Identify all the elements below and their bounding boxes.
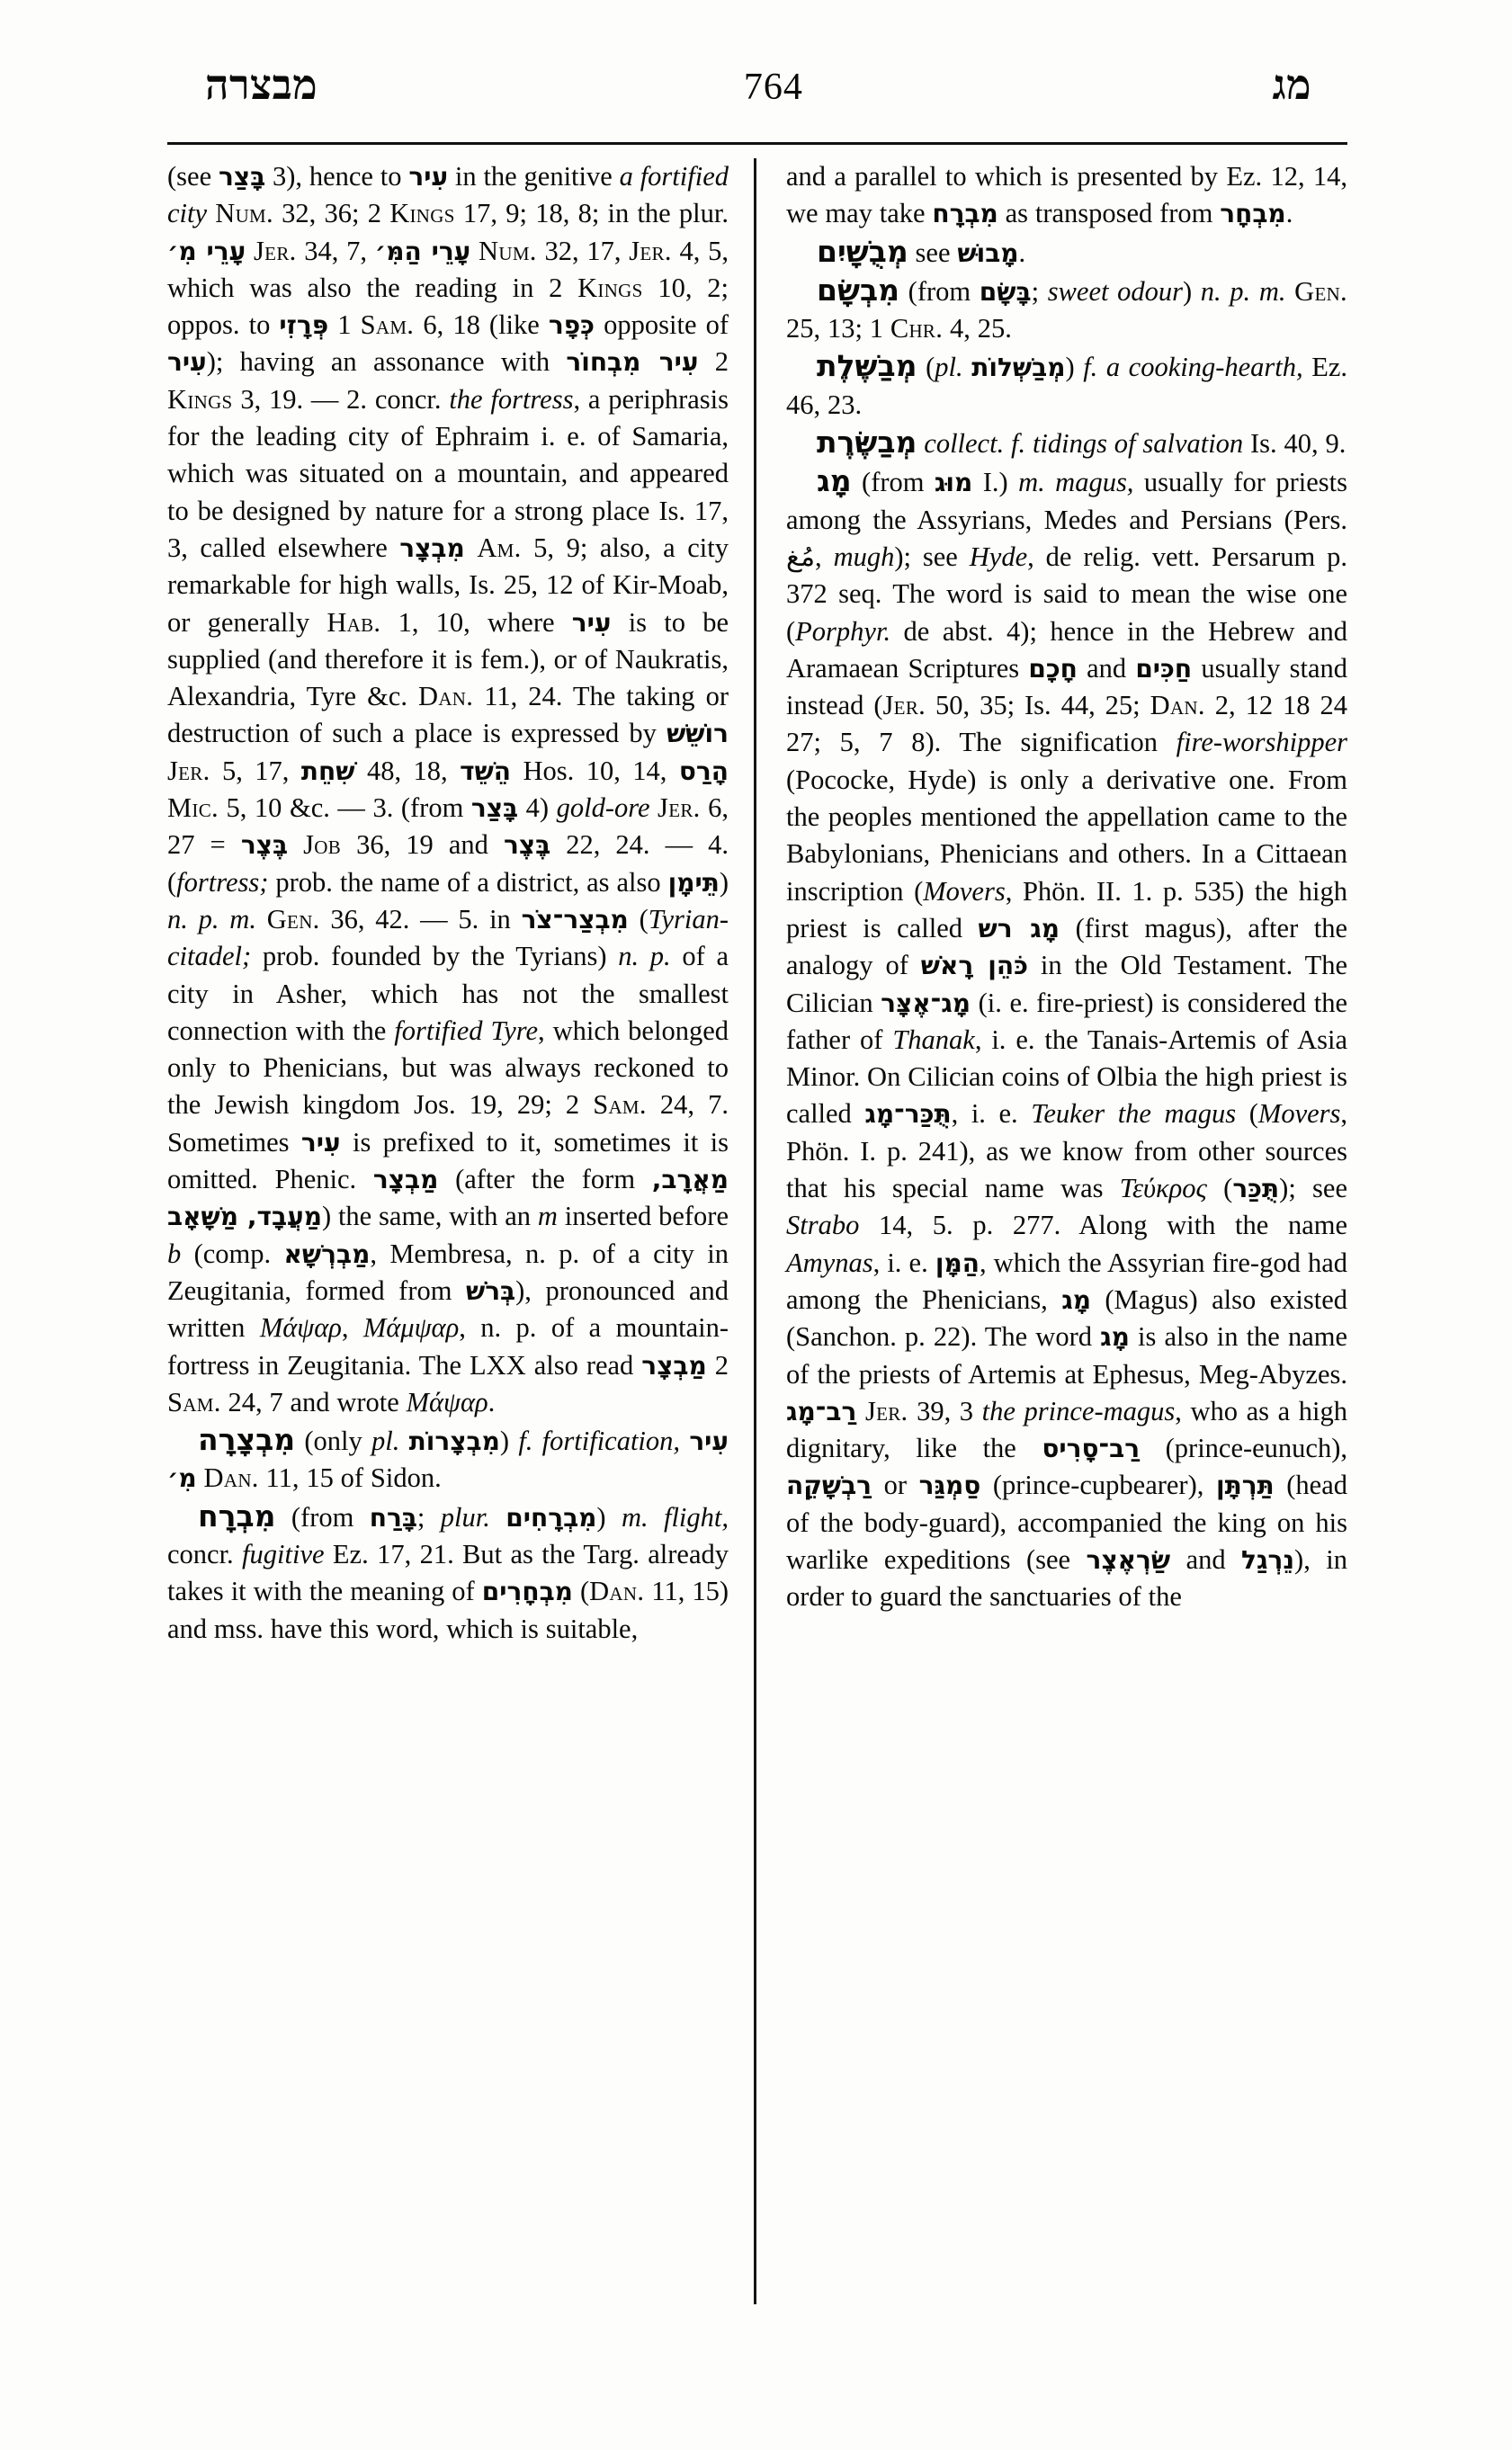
body-text: 3, 19. — 2. concr. <box>232 383 450 415</box>
gloss-italic: fugitive <box>242 1538 325 1569</box>
gloss-italic: f. fortification, <box>518 1426 681 1457</box>
hebrew-word: תֻּכַּר־מָג <box>864 1099 952 1130</box>
body-text: 50, 35; Is. 44, 25; <box>926 690 1150 721</box>
scripture-abbrev: Num. <box>215 198 273 229</box>
body-text: 10, 2; oppos. to <box>167 272 729 341</box>
hebrew-word: חַכִּים <box>1135 653 1193 684</box>
body-text <box>856 1396 865 1426</box>
page-number: 764 <box>743 67 803 108</box>
body-text: and <box>1077 652 1136 684</box>
body-text: de abst. 4); hence in the Hebrew and Aramaean Scriptures <box>786 615 1347 684</box>
hebrew-word: מַבְצָר <box>372 1165 439 1195</box>
body-text: , <box>341 1312 363 1344</box>
body-text: ( <box>1236 1098 1258 1130</box>
body-text: 32, 36; 2 <box>273 198 390 229</box>
body-text: Ez. 17, 21. But as the Targ. already takes it with the meaning of <box>167 1538 729 1607</box>
body-text: I.) <box>972 467 1019 498</box>
gloss-italic: a fortified city <box>167 161 729 229</box>
body-text: 4, 5, which was also the reading in 2 <box>167 235 729 303</box>
entry-paragraph <box>786 272 1347 348</box>
body-text: (head of the body-guard), accompanied the king on his warlike expeditions (see <box>786 1470 1347 1575</box>
body-text: Hos. 10, 14, <box>511 755 679 786</box>
gloss-italic: Strabo <box>786 1210 860 1241</box>
entry-paragraph <box>786 158 1347 233</box>
hebrew-word: תֻּכַּר <box>1232 1174 1280 1204</box>
body-text <box>490 1502 505 1533</box>
gloss-italic: n. p. m. <box>1200 275 1286 307</box>
gloss-italic: mugh <box>833 541 895 572</box>
body-text: 2, 12 18 24 27; 5, 7 8). The signification <box>786 690 1347 758</box>
gloss-italic: gold-ore <box>556 792 650 824</box>
body-text: 34, 7, <box>296 235 375 266</box>
hebrew-word: מְבַשְּׁלוֹת <box>971 353 1066 383</box>
body-text <box>470 236 479 266</box>
scripture-abbrev: Gen. <box>1294 275 1347 307</box>
hebrew-word: מִבְצָרָה <box>198 1422 296 1458</box>
hebrew-word: מִבְרָחִים <box>505 1502 597 1533</box>
hebrew-word: נֵרְגַל <box>1241 1544 1295 1575</box>
body-text: (Pococke, Hyde) is only a derivative one. From the peoples mentioned the appellation came to the Babylonians, Phenicians and others. In a Cittaean inscription ( <box>786 764 1347 907</box>
scripture-abbrev: Sam. <box>360 309 415 341</box>
gloss-italic: the prince-magus <box>981 1395 1176 1426</box>
body-text: 5, 10 &c. — 3. (from <box>218 792 471 824</box>
body-text: (i. e. fire-priest) is considered the father of <box>786 987 1348 1055</box>
scripture-abbrev: Dan. <box>203 1462 259 1494</box>
hebrew-word: מִבְחָר <box>1220 199 1286 229</box>
body-text: and a parallel to which is presented by Ez. 12, 14, we may take <box>786 161 1347 229</box>
body-text: (from <box>899 275 980 307</box>
body-text: 4, 25. <box>943 313 1012 344</box>
hebrew-word: בֶּצֶר <box>240 830 289 861</box>
hebrew-word: מִבְשָׂם <box>817 272 900 308</box>
gloss-italic: m. flight, <box>621 1501 729 1533</box>
gloss-italic: Hyde <box>969 541 1028 572</box>
hebrew-word: הָרַס <box>678 756 729 786</box>
body-text: prob. the name of a district, as also <box>268 866 668 898</box>
scripture-abbrev: Dan. <box>1150 690 1205 721</box>
gloss-italic: plur. <box>440 1501 490 1533</box>
body-text: 22, 24. — 4. ( <box>167 829 729 898</box>
body-text: , i. e. <box>872 1247 935 1278</box>
scripture-abbrev: Jer. <box>864 1395 908 1426</box>
body-text: ); having an assonance with <box>206 346 567 378</box>
body-text: ); see <box>894 541 970 572</box>
body-text: 1 <box>328 309 361 341</box>
entry-paragraph <box>167 158 729 1421</box>
entry-paragraph <box>167 1421 729 1498</box>
running-head-right-catchword: מג <box>1272 62 1311 108</box>
body-text: as transposed from <box>998 198 1221 229</box>
gloss-italic: n. p. <box>618 941 671 972</box>
gloss-italic: pl. <box>935 352 963 383</box>
hebrew-word: מִבְצָרוֹת <box>408 1426 500 1457</box>
body-text: 4) <box>518 792 557 824</box>
scripture-abbrev: Jer. <box>167 755 210 786</box>
scripture-abbrev: Jer. <box>629 235 672 266</box>
text-body <box>167 158 1347 2335</box>
hebrew-word: כֹּהֵן רָאֹשׁ <box>920 951 1028 981</box>
body-text: 5, 17, <box>210 755 301 786</box>
gloss-italic: m <box>537 1201 558 1232</box>
body-text: 6, 27 = <box>167 792 729 861</box>
body-text: inserted before <box>557 1201 729 1232</box>
hebrew-word: רַב־סָרִיס <box>1042 1434 1141 1464</box>
greek-word: Τεύκρος <box>1119 1173 1207 1204</box>
body-text: 32, 17, <box>536 235 630 266</box>
gloss-italic: b <box>167 1238 182 1269</box>
body-text: in the Old Testament. The Cilician <box>786 950 1347 1018</box>
hebrew-word: מִבְחָרִים <box>481 1577 573 1607</box>
gloss-italic: Movers <box>1257 1098 1341 1130</box>
body-text: 36, 19 and <box>341 829 504 861</box>
body-text: see <box>908 237 958 268</box>
body-text: ) the same, with an <box>321 1201 538 1232</box>
body-text <box>256 904 267 934</box>
hebrew-word: מַבְרְשָׁא <box>283 1238 371 1269</box>
body-text: ; <box>1031 275 1048 307</box>
body-text: ) <box>499 1426 519 1457</box>
body-text: , i. e. <box>951 1098 1032 1130</box>
body-text: 14, 5. p. 277. Along with the name <box>859 1210 1347 1241</box>
body-text: ; <box>416 1501 441 1533</box>
hebrew-word: עָרֵי הַמִּ׳ <box>374 236 471 266</box>
entry-paragraph <box>786 347 1347 424</box>
body-text: . <box>1285 198 1293 229</box>
body-text: (prince-cupbearer), <box>980 1470 1216 1501</box>
body-text <box>650 792 658 823</box>
body-text: 48, 18, <box>354 755 461 786</box>
body-text: (from <box>851 467 935 498</box>
gloss-italic: pl. <box>371 1426 400 1457</box>
hebrew-word: הַמָּן <box>935 1247 980 1278</box>
hebrew-word: מִבְצַר־צֹר <box>521 904 629 934</box>
hebrew-word: מָג־אֶצָּר <box>881 988 971 1018</box>
hebrew-word: בָּרַח <box>369 1502 417 1533</box>
scripture-abbrev: Kings <box>389 198 455 229</box>
body-text: 2 <box>698 346 729 378</box>
hebrew-word: מָבוּשׁ <box>957 237 1019 268</box>
body-text: 6, 18 (like <box>414 309 549 341</box>
gloss-italic: f. a cooking-hearth, <box>1083 352 1303 383</box>
body-text: , n. p. of a mountain-fortress in Zeugitania. The LXX also read <box>167 1312 729 1381</box>
body-text: ( <box>628 903 649 934</box>
entry-paragraph <box>167 1498 729 1648</box>
body-text: concr. <box>167 1538 243 1569</box>
body-text: 11, 15 of Sidon. <box>258 1462 442 1494</box>
gloss-italic: fortress; <box>176 866 269 898</box>
gloss-italic: the fortress <box>449 383 574 415</box>
hebrew-word: בָּצַר <box>218 162 266 192</box>
body-text: , Phön. I. p. 241), as we know from other sources that his special name was <box>786 1098 1348 1204</box>
body-text <box>465 532 478 563</box>
body-text <box>1285 276 1294 307</box>
body-text: ( <box>917 352 935 383</box>
body-text: , which the Assyrian fire-god had among the Phenicians, <box>786 1247 1347 1315</box>
body-text <box>680 1426 689 1456</box>
body-text: of a city in Asher, which has not the smallest connection with the <box>167 941 729 1046</box>
body-text: (first magus), after the analogy of <box>786 912 1348 981</box>
hebrew-word: בָּשָׂם <box>979 276 1032 307</box>
body-text <box>207 198 215 228</box>
body-text <box>197 1462 204 1493</box>
body-text: , Phön. II. 1. p. 535) the high priest is called <box>786 875 1347 943</box>
hebrew-word: בְּרֹשׁ <box>465 1275 516 1306</box>
hebrew-word: רוֹשֵׁשׁ <box>667 719 729 749</box>
body-text: , who as a high dignitary, like the <box>786 1395 1348 1464</box>
body-text: 25, 13; 1 <box>786 313 890 344</box>
arabic-word: مُغ <box>786 541 816 573</box>
hebrew-word: עִיר <box>571 607 612 638</box>
body-text: ) <box>1182 275 1201 307</box>
body-text: 24, 7. Sometimes <box>167 1089 729 1158</box>
body-text: is also in the name of the priests of Artemis at Ephesus, Meg-Abyzes. <box>786 1321 1347 1390</box>
scripture-abbrev: Num. <box>479 235 537 266</box>
scripture-abbrev: Jer. <box>882 690 926 721</box>
greek-word: Μάψαρ <box>259 1312 342 1344</box>
body-text: ( <box>1206 1173 1233 1204</box>
body-text: (Magus) also existed (Sanchon. p. 22). The word <box>786 1283 1348 1353</box>
hebrew-word: עִיר מִ׳ <box>167 1426 729 1494</box>
hebrew-word: שַׂרְאֶצֶר <box>1086 1544 1171 1575</box>
hebrew-word: עִיר <box>408 162 449 192</box>
body-text <box>288 829 303 860</box>
scripture-abbrev: Jer. <box>658 792 701 824</box>
body-text: 5, 9; also, a city remarkable for high walls, Is. 25, 12 of Kir-Moab, or generally <box>167 532 729 638</box>
hebrew-word: מִבְרָח <box>932 199 998 229</box>
hebrew-word: עִיר <box>300 1127 341 1158</box>
hebrew-word: מָג <box>817 463 852 499</box>
entry-paragraph <box>786 233 1347 272</box>
hebrew-word: רַבְשָׁקֵה <box>786 1471 872 1501</box>
body-text: . <box>1018 237 1026 268</box>
body-text: (after the form <box>438 1164 652 1195</box>
hebrew-word: פְּרָזִי <box>279 310 329 341</box>
entry-paragraph <box>786 462 1347 1615</box>
body-text: ), in order to guard the sanctuaries of the <box>786 1543 1347 1613</box>
body-text: prob. founded by the Tyrians) <box>251 941 619 972</box>
hebrew-word: מוּג <box>934 468 973 498</box>
scripture-abbrev: Sam. <box>167 1386 221 1417</box>
right-column <box>786 158 1347 2335</box>
body-text: 11, 15) and mss. have this word, which is suitable, <box>167 1576 729 1644</box>
hebrew-word: מַאֲרָב, מַעֲבָד, מַשָּׁאָב <box>167 1165 729 1232</box>
hebrew-word: כְּפָר <box>548 310 595 341</box>
scripture-abbrev: Sam. <box>593 1089 647 1121</box>
body-text: 2 <box>706 1349 729 1381</box>
body-text: 17, 9; 18, 8; in the plur. <box>454 198 729 229</box>
hebrew-word: מְבַשֶּׂרֶת <box>817 425 917 460</box>
body-text: , Membresa, n. p. of a city in Zeugitania, formed from <box>167 1238 729 1306</box>
body-text: , de relig. vett. Persarum p. 372 seq. The word is said to mean the wise one ( <box>786 541 1347 647</box>
body-text: , <box>815 541 834 572</box>
scripture-abbrev: Dan. <box>589 1576 645 1607</box>
scripture-abbrev: Job <box>303 829 342 861</box>
hebrew-word: בֶּצֶר <box>503 830 551 861</box>
hebrew-word: סַמְגַּר <box>918 1471 981 1501</box>
hebrew-word: שִׁחֵת <box>300 756 355 786</box>
running-head <box>205 62 1311 121</box>
body-text: in the genitive <box>448 161 620 192</box>
body-text <box>246 236 254 266</box>
greek-word: Μάμψαρ <box>362 1312 460 1344</box>
body-text: 3), hence to <box>265 161 409 192</box>
body-text: (prince-eunuch), <box>1140 1433 1348 1464</box>
gloss-italic: fortified Tyre <box>394 1015 539 1046</box>
greek-word: Μάψαρ <box>406 1386 488 1417</box>
scripture-abbrev: Gen. <box>266 903 320 934</box>
left-column <box>167 158 729 2335</box>
hebrew-word: בָּצַר <box>470 793 519 824</box>
body-text: 11, 24. The taking or destruction of such a place is expressed by <box>167 681 729 749</box>
body-text: ) <box>596 1501 622 1533</box>
gloss-italic: Movers <box>923 875 1006 907</box>
body-text: ); see <box>1279 1173 1348 1204</box>
scripture-abbrev: Kings <box>577 272 643 303</box>
body-text: (only <box>295 1426 372 1457</box>
body-text: ), pronounced and written <box>167 1274 729 1344</box>
scripture-abbrev: Jer. <box>254 235 297 266</box>
body-text: is to be supplied (and therefore it is fem.), or of Naukratis, Alexandria, Tyre &c. <box>167 606 729 712</box>
body-text <box>963 352 972 382</box>
running-head-left-catchword: מבצרה <box>205 62 318 108</box>
body-text: , a periphrasis for the leading city of Ephraim i. e. of Samaria, which was situated on a mountain, and appeared to be designed by nature for a strong place Is. 17, 3, called elsewhere <box>167 383 729 563</box>
gloss-italic: n. p. m. <box>167 903 256 934</box>
hebrew-word: מְבֻשָׁיִם <box>817 233 908 269</box>
hebrew-word: רַב־מָג <box>786 1396 857 1426</box>
hebrew-word: מָג רש <box>978 913 1060 943</box>
body-text: usually for priests among the Assyrians, Medes and Persians (Pers. <box>786 467 1347 535</box>
body-text: 36, 42. — 5. in <box>319 903 522 934</box>
hebrew-word: מִבְרָח <box>198 1498 276 1533</box>
body-text: 39, 3 <box>908 1395 982 1426</box>
gloss-italic: Thanak <box>892 1024 975 1055</box>
scripture-abbrev: Kings <box>167 383 233 415</box>
body-text: and <box>1170 1543 1242 1575</box>
scripture-abbrev: Hab. <box>327 606 381 638</box>
body-text: or <box>872 1470 919 1501</box>
hebrew-word: מָג <box>1100 1322 1130 1353</box>
body-text: (comp. <box>181 1238 284 1269</box>
hebrew-word: תֵּימָן <box>667 867 720 898</box>
body-text: (see <box>167 161 219 192</box>
hebrew-word: תַּרְתָּן <box>1215 1471 1275 1501</box>
gloss-italic: Porphyr. <box>795 615 891 647</box>
body-text: ) <box>719 866 729 898</box>
body-text: 24, 7 and wrote <box>220 1386 407 1417</box>
scripture-abbrev: Mic. <box>167 792 219 824</box>
body-text: Ez. 46, 23. <box>786 352 1348 420</box>
gloss-italic: fire-worshipper <box>1176 727 1347 758</box>
scripture-abbrev: Am. <box>477 532 522 563</box>
hebrew-word: מַבְצָר <box>641 1350 707 1381</box>
body-text <box>399 1426 408 1456</box>
entry-paragraph <box>786 424 1347 462</box>
body-text: 1, 10, where <box>380 606 572 638</box>
hebrew-word: עִיר <box>167 347 207 378</box>
gloss-italic: sweet odour <box>1047 275 1183 307</box>
hebrew-word: עִיר מִבְחוֹר <box>566 347 699 378</box>
hebrew-word: חָכָם <box>1028 653 1078 684</box>
body-text: opposite of <box>595 309 729 341</box>
gloss-italic: m. magus, <box>1018 467 1134 498</box>
hebrew-word: מִבְצָר <box>399 532 465 563</box>
scripture-abbrev: Dan. <box>418 681 474 712</box>
gloss-italic: Teuker the magus <box>1031 1098 1237 1130</box>
header-rule <box>167 142 1347 145</box>
body-text: usually stand instead ( <box>786 652 1347 721</box>
gloss-italic: Amynas <box>786 1247 873 1278</box>
body-text: Is. 40, 9. <box>1243 428 1346 460</box>
hebrew-word: מָג <box>1061 1284 1091 1315</box>
body-text: is prefixed to it, sometimes it is omitted. Phenic. <box>167 1126 729 1195</box>
scripture-abbrev: Chr. <box>890 313 944 344</box>
body-text: , which belonged only to Phenicians, but was always reckoned to the Jewish kingdom Jos. 19, 29; 2 <box>167 1015 729 1121</box>
body-text: ) <box>1065 352 1084 383</box>
body-text: , i. e. the Tanais-Artemis of Asia Minor. On Cilician coins of Olbia the high priest is called <box>786 1024 1347 1130</box>
body-text: (from <box>275 1501 370 1533</box>
hebrew-word: הֵשֵׁד <box>460 756 512 786</box>
gloss-italic: collect. f. tidings of salvation <box>924 428 1244 460</box>
body-text: . <box>488 1386 496 1417</box>
hebrew-word: מְבַשֶּׁלֶת <box>817 348 917 384</box>
body-text: ( <box>572 1576 590 1607</box>
gloss-italic: Tyrian-citadel; <box>167 903 729 972</box>
hebrew-word: עָרֵי מִ׳ <box>167 236 246 266</box>
